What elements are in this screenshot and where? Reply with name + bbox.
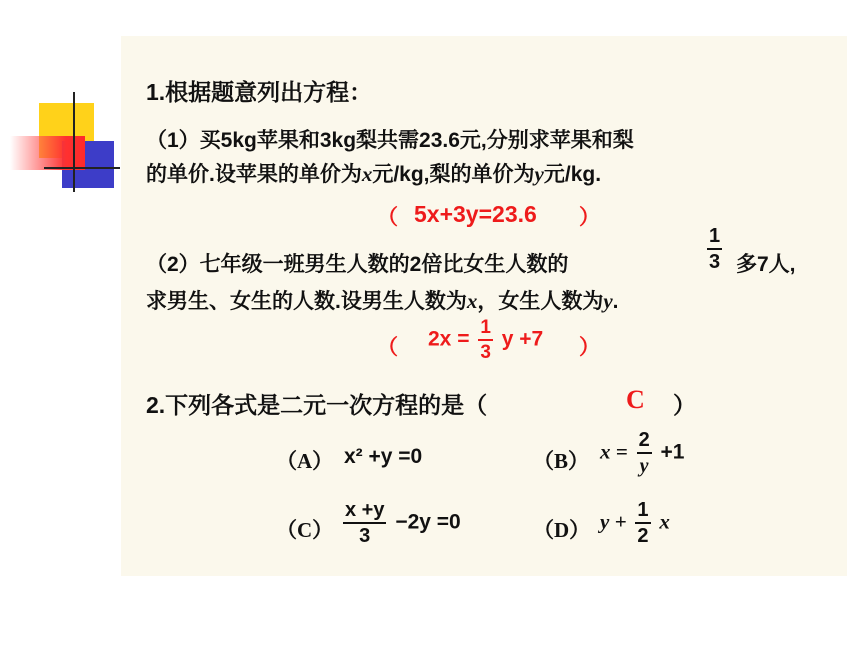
- q1-answer1-open: （: [377, 206, 398, 229]
- q2-stem: 2.下列各式是二元一次方程的是（: [146, 392, 488, 418]
- q1-part2-fraction-num: 1: [709, 225, 721, 247]
- option-d-den: 2: [635, 522, 650, 546]
- q1-part1-text-b: 元/kg,梨的单价为: [372, 163, 535, 186]
- option-c-expr: [340, 500, 461, 546]
- option-d-num: 1: [637, 499, 649, 521]
- option-c-num: x +y: [345, 499, 385, 521]
- option-d-expr: [600, 500, 670, 546]
- option-c-right: −2y =0: [395, 510, 461, 534]
- q1-part1-line1: （1）买5kg苹果和3kg梨共需23.6元,分别求苹果和梨: [146, 129, 634, 152]
- option-c-den: 3: [343, 522, 386, 546]
- q1-part2-text-b: ，女生人数为: [477, 290, 604, 313]
- q1-part2-text-c: .: [612, 290, 619, 313]
- q2-stem-close: ）: [673, 392, 696, 418]
- option-b-num: 2: [638, 429, 650, 451]
- q1-part2-line2: [146, 285, 619, 315]
- q1-part1-text-c: 元/kg.: [543, 163, 602, 186]
- q1-part2-fraction-den: 3: [707, 248, 722, 272]
- q1-part2-fraction: [704, 226, 725, 272]
- option-a-label: （A）: [276, 449, 334, 473]
- option-b-left: x =: [600, 439, 628, 464]
- option-d-label: （D）: [533, 518, 591, 542]
- q1-answer2-frac-den: 3: [478, 339, 493, 362]
- q1-answer2-frac-num: 1: [480, 317, 491, 338]
- q1-part2-text-a: 求男生、女生的人数.设男生人数为: [146, 290, 467, 313]
- q1-part1-line2: [146, 158, 601, 188]
- var-x: x: [361, 162, 373, 186]
- option-a-expr: x² +y =0: [344, 445, 423, 468]
- option-b-label: （B）: [533, 449, 590, 473]
- q1-answer1-close: ）: [579, 206, 600, 229]
- option-b-expr: [600, 430, 684, 476]
- q2-answer: C: [626, 385, 645, 414]
- option-b-right: +1: [660, 440, 685, 464]
- deco-horizontal-line: [44, 167, 120, 169]
- q1-title: 1.根据题意列出方程：: [146, 79, 373, 105]
- q1-answer2-left: 2x =: [428, 327, 470, 351]
- deco-vertical-line: [73, 92, 75, 192]
- q1-part2-line1-text-b: 多7人,: [736, 253, 796, 276]
- q1-answer2-open: （: [377, 336, 398, 359]
- option-c-label: （C）: [276, 518, 334, 542]
- option-d-right: x: [659, 509, 670, 534]
- q1-part1-text-a: 的单价.设苹果的单价为: [146, 163, 362, 186]
- option-d-left: y +: [600, 509, 627, 534]
- var-y: y: [603, 289, 613, 313]
- q1-answer2-close: ）: [579, 336, 600, 359]
- option-b-den: y: [637, 452, 652, 476]
- q1-answer2-right: y +7: [501, 327, 544, 351]
- var-y: y: [534, 162, 544, 186]
- q1-part2-line1-text-a: （2）七年级一班男生人数的2倍比女生人数的: [146, 253, 569, 276]
- var-x: x: [466, 289, 478, 313]
- q1-answer1: 5x+3y=23.6: [414, 201, 537, 227]
- q1-answer2: [428, 318, 543, 362]
